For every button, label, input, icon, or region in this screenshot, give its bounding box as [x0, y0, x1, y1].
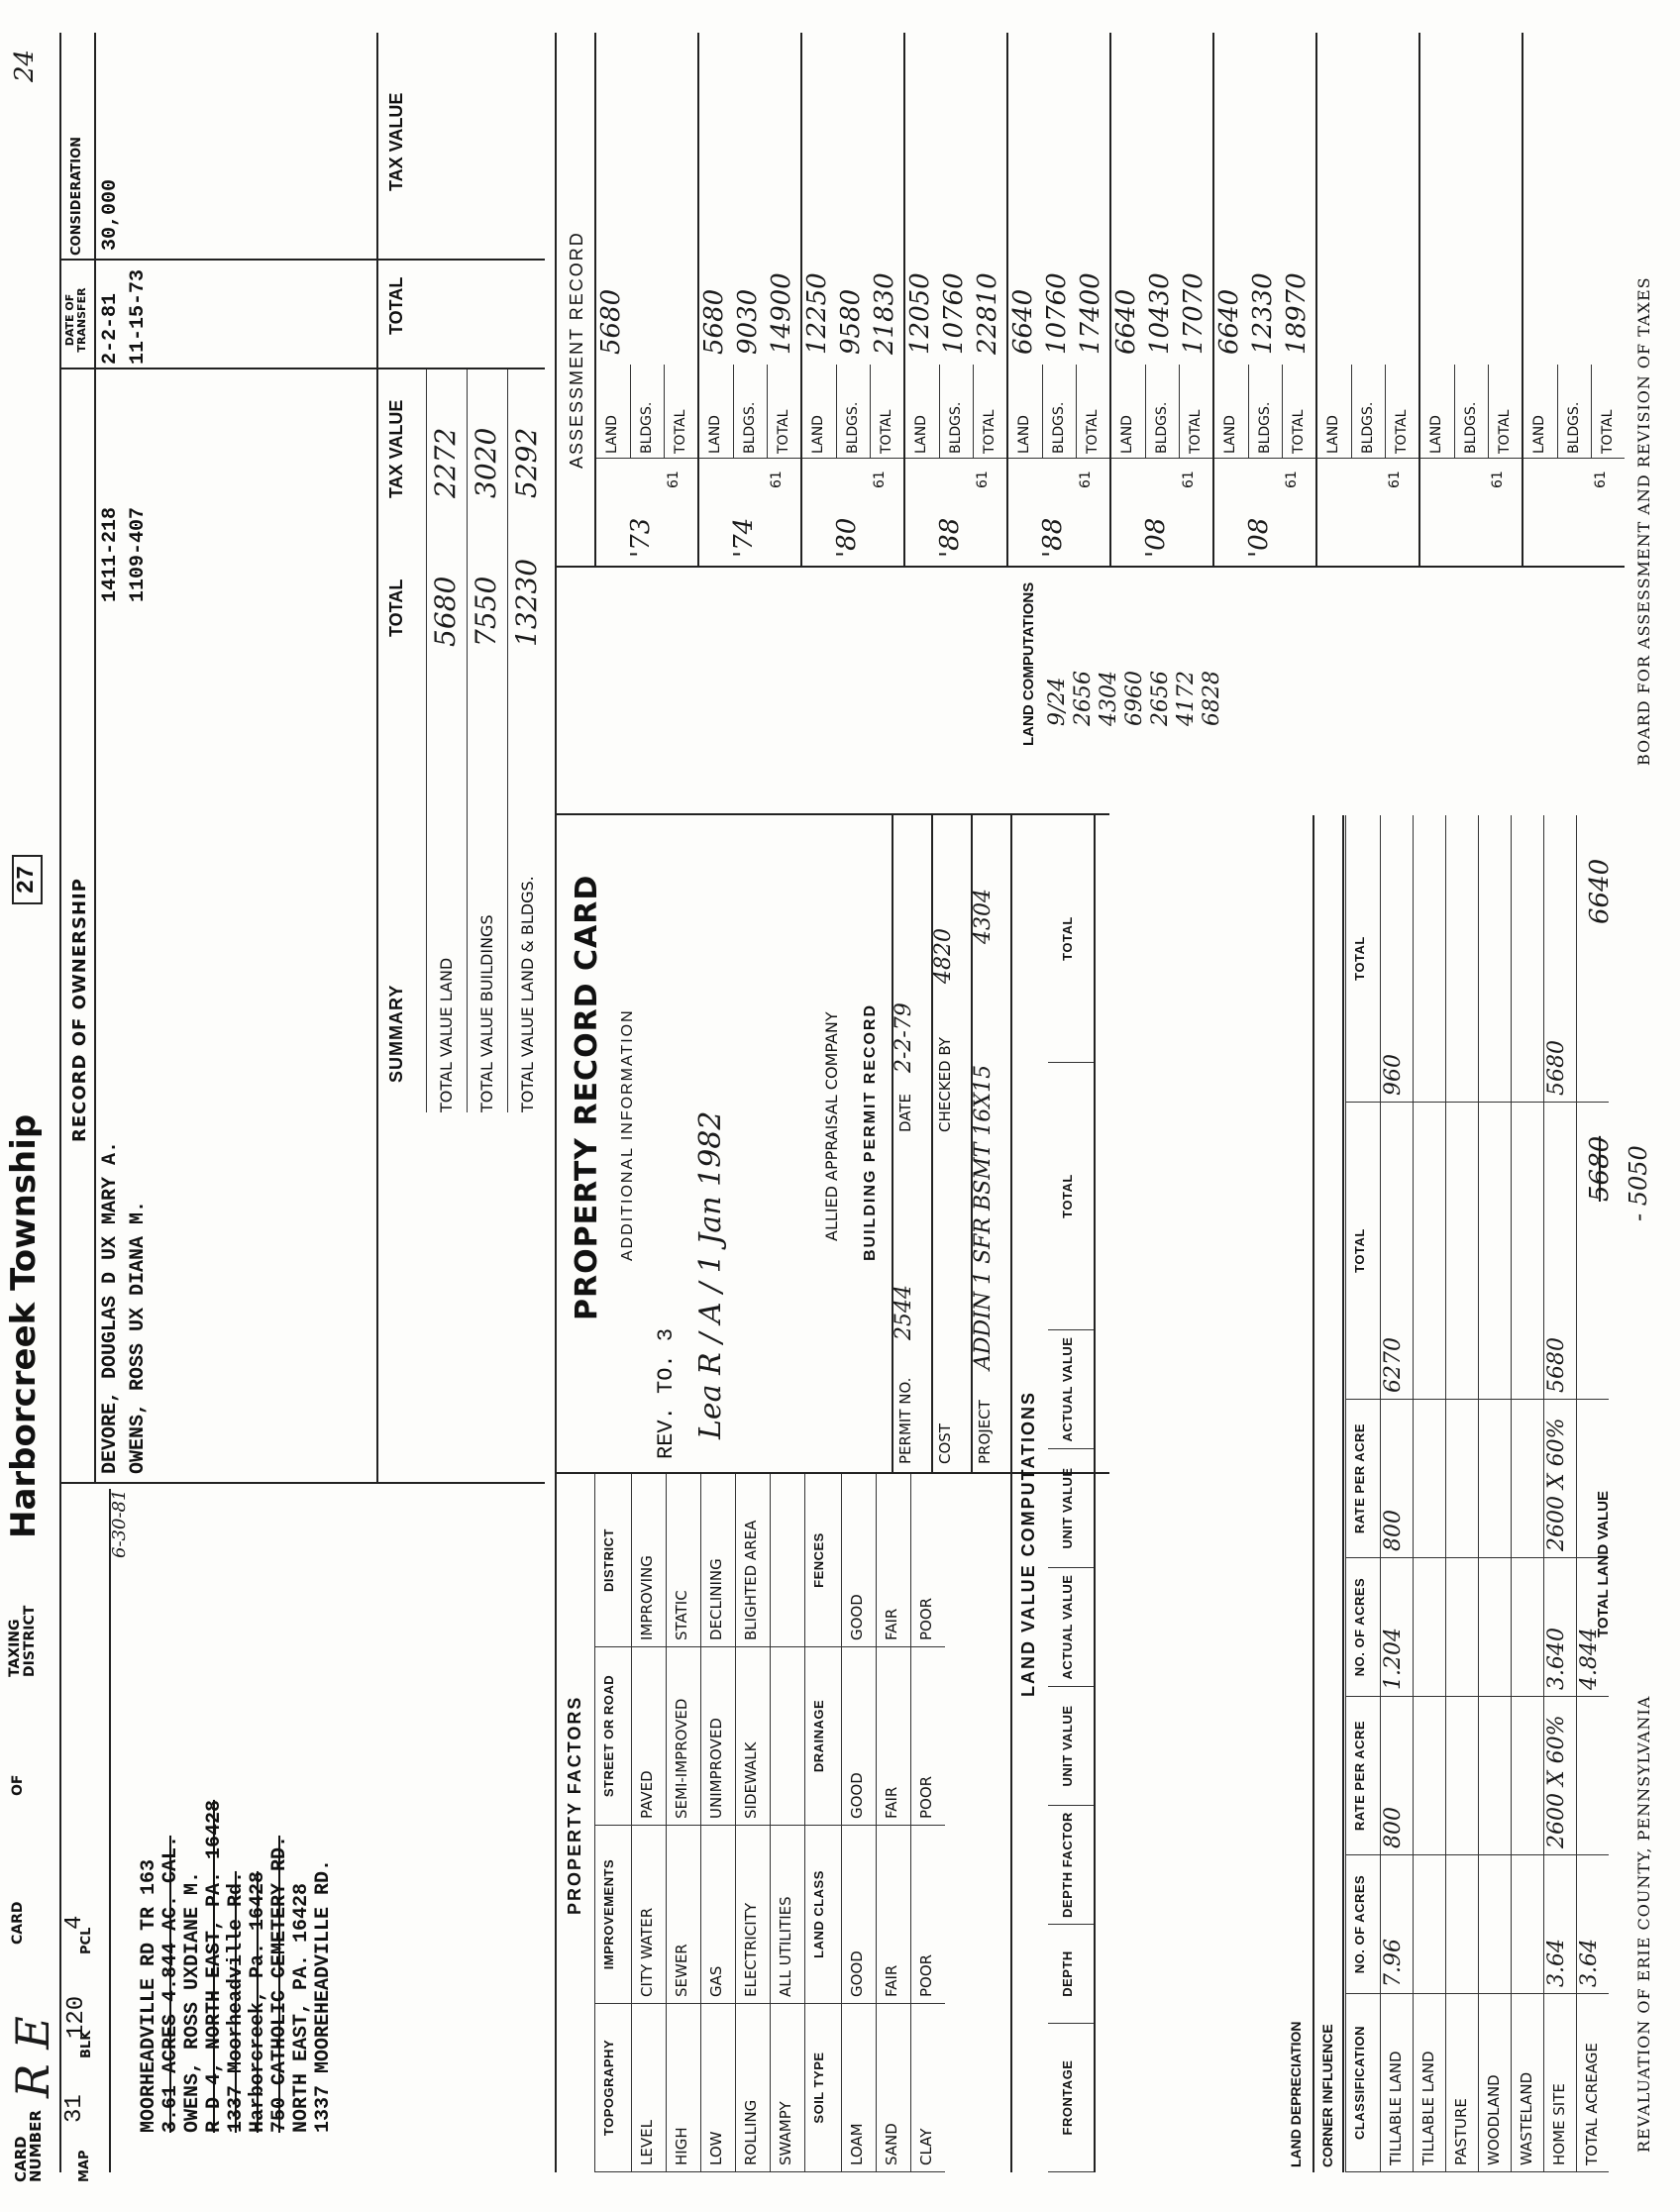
assessment-year-prefix: 61 [1593, 471, 1609, 488]
footer-mid: - 5050 [1625, 1145, 1652, 1221]
class-header: RATE PER ACRE [1346, 1697, 1380, 1855]
class-cell: HOME SITE [1544, 1994, 1576, 2172]
class-row [1413, 815, 1445, 2172]
assessment-value: 12250 [802, 272, 832, 355]
date-of-transfer-label: DATE OF TRANSFER [63, 287, 88, 353]
computation-value: 2656 [1071, 671, 1096, 726]
class-cell [1446, 1697, 1478, 1855]
assessment-label: LAND [1523, 365, 1557, 459]
ownership-title: RECORD OF OWNERSHIP [69, 878, 90, 1142]
deed-ref: 1411-218 [99, 506, 122, 602]
class-cell [1446, 1558, 1478, 1697]
assessment-value: 12330 [1248, 272, 1278, 355]
assessment-group [1006, 33, 1109, 568]
factor-cell: CLAY [911, 2004, 945, 2172]
factor-cell: FAIR [877, 1826, 910, 2004]
summary-total-label: TOTAL [386, 579, 406, 637]
factor-cell: SIDEWALK [736, 1647, 770, 1826]
assessment-value: 21830 [870, 272, 899, 355]
factors-row-2 [910, 1474, 945, 2172]
computation-value: 4304 [1097, 671, 1121, 726]
blk-label: BLK [79, 2030, 94, 2058]
assessment-value: 18970 [1282, 272, 1312, 355]
assessment-value: 22810 [973, 272, 1002, 355]
class-cell: 960 [1381, 815, 1413, 1103]
ownership-row [99, 38, 127, 1474]
address-line: 1337 MOOREHEADVILLE RD. [312, 1858, 335, 2133]
class-cell: 2600 X 60% [1544, 1400, 1576, 1558]
owner-name: OWENS, ROSS UX DIANA M. [127, 1200, 150, 1474]
assessment-label: BLDGS. [1454, 365, 1488, 459]
land-value-col-header: DEPTH FACTOR [1048, 1806, 1094, 1925]
cost-label: COST [936, 1423, 954, 1464]
summary-row-tax: 5292 [510, 427, 543, 498]
land-computations-label: LAND COMPUTATIONS [1020, 581, 1037, 746]
footer-right: BOARD FOR ASSESSMENT AND REVISION OF TAXES [1634, 276, 1653, 766]
factors-header-row-2 [804, 1474, 841, 2172]
class-cell [1446, 1855, 1478, 1994]
land-value-col-header: ACTUAL VALUE [1048, 1568, 1094, 1687]
computation-value: 2656 [1148, 671, 1173, 726]
assessment-label: BLDGS. [1145, 365, 1179, 459]
assessment-value: 9580 [836, 288, 866, 355]
class-cell [1512, 1103, 1543, 1400]
summary-row-tax: 2272 [429, 427, 462, 498]
land-value-col-header: FRONTAGE [1048, 2024, 1094, 2172]
factor-cell: STATIC [667, 1474, 700, 1647]
factor-cell: UNIMPROVED [701, 1647, 735, 1826]
permit-date-label: DATE [896, 1093, 914, 1132]
class-cell [1446, 1400, 1478, 1558]
assessment-label: TOTAL [1076, 365, 1109, 459]
project-amount: 4304 [971, 889, 996, 944]
factor-cell: SAND [877, 2004, 910, 2172]
factor-cell: ELECTRICITY [736, 1826, 770, 2004]
pcl-label: PCL [79, 1927, 94, 1954]
assessment-value: 14900 [767, 272, 796, 355]
factor-cell: LOW [701, 2004, 735, 2172]
factors-row [700, 1474, 735, 2172]
assessment-label: TOTAL [1591, 365, 1625, 459]
factor-header: SOIL TYPE [805, 2004, 841, 2172]
assessment-year-prefix: 61 [666, 471, 682, 488]
assessment-value: 17070 [1179, 272, 1208, 355]
assessment-year: '88 [1038, 517, 1068, 558]
class-cell: WASTELAND [1512, 1994, 1543, 2172]
corner-influence-label: CORNER INFLUENCE [1319, 2024, 1335, 2167]
summary-row-tax: 3020 [470, 427, 502, 498]
factor-cell: PAVED [632, 1647, 666, 1826]
summary-title: SUMMARY [386, 984, 406, 1083]
checked-by-value: 4820 [931, 928, 956, 984]
class-cell [1414, 1855, 1445, 1994]
card-label: CARD [10, 1901, 26, 1945]
assessment-label: TOTAL [1385, 365, 1418, 459]
factor-cell: GAS [701, 1826, 735, 2004]
class-cell: 2600 X 60% [1544, 1697, 1576, 1855]
assessment-label: BLDGS. [733, 365, 767, 459]
factor-header: DISTRICT [595, 1474, 631, 1647]
card-number-marks: R E [6, 2016, 59, 2098]
map-value: 31 [61, 2094, 88, 2123]
permit-no-label: PERMIT NO. [896, 1377, 914, 1464]
summary-row [467, 369, 507, 1112]
factors-row-2 [876, 1474, 910, 2172]
factor-cell: GOOD [842, 1474, 876, 1647]
summary-row-total: 13230 [510, 558, 543, 647]
assessment-label: TOTAL [973, 365, 1006, 459]
assessment-value: 5680 [596, 288, 626, 355]
class-cell: 4.844 [1577, 1558, 1609, 1697]
address-block [139, 1489, 335, 2133]
factor-cell: FAIR [877, 1647, 910, 1826]
assessment-year-prefix: 61 [769, 471, 785, 488]
class-cell [1414, 1558, 1445, 1697]
blk-value: 120 [63, 1995, 90, 2039]
computation-value: 6960 [1122, 671, 1147, 726]
land-value-col-header: ACTUAL VALUE [1048, 1330, 1094, 1449]
taxing-district-label: TAXING DISTRICT [7, 1605, 38, 1677]
assessment-group [594, 33, 697, 568]
class-cell: TILLABLE LAND [1381, 1994, 1413, 2172]
assessment-label: BLDGS. [630, 365, 664, 459]
class-cell: 800 [1381, 1400, 1413, 1558]
total-land-value: 6640 [1585, 858, 1615, 924]
assessment-label: LAND [1111, 365, 1145, 459]
owner-name: DEVORE, DOUGLAS D UX MARY A. [99, 1140, 122, 1474]
factor-cell: ROLLING [736, 2004, 770, 2172]
signature-note: 6-30-81 [109, 1489, 130, 1558]
assessment-year: '08 [1141, 517, 1171, 558]
class-cell [1446, 1103, 1478, 1400]
assessment-label: LAND [596, 365, 630, 459]
address-line: MOORHEADVILLE RD TR 163 [138, 1858, 160, 2133]
assessment-group [1212, 33, 1315, 568]
class-header: TOTAL [1346, 815, 1380, 1103]
class-cell: 5680 [1544, 815, 1576, 1103]
land-value-col-header: TOTAL [1048, 1063, 1094, 1330]
summary-row-label: TOTAL VALUE LAND & BLDGS. [518, 876, 537, 1112]
assessment-year-prefix: 61 [1387, 471, 1403, 488]
class-cell: 3.64 [1577, 1855, 1609, 1994]
assessment-value: 6640 [1214, 288, 1244, 355]
factor-cell [771, 1474, 804, 1647]
factor-cell: SEMI-IMPROVED [667, 1647, 700, 1826]
summary-row [426, 369, 467, 1112]
assessment-label: LAND [905, 365, 939, 459]
transfer-date: 2-2-81 [99, 292, 122, 365]
assessment-value: 5680 [699, 288, 729, 355]
assessment-label: BLDGS. [939, 365, 973, 459]
address-line: 3.61 ACRES 4.844 AC. CAL. [159, 1835, 182, 2133]
factor-cell: SEWER [667, 1826, 700, 2004]
class-cell: 3.640 [1544, 1558, 1576, 1697]
corner-note: 24 [10, 49, 40, 82]
class-row [1380, 815, 1413, 2172]
consideration: 30,000 [99, 178, 122, 251]
assessment-year-prefix: 61 [1284, 471, 1300, 488]
rev-note: REV. TO. 3 [654, 1327, 679, 1459]
assessment-label: LAND [1214, 365, 1248, 459]
class-cell: 7.96 [1381, 1855, 1413, 1994]
summary-tax-label: TAX VALUE [386, 399, 406, 498]
factor-cell: POOR [911, 1647, 945, 1826]
box-number: 27 [12, 855, 43, 904]
class-cell [1414, 1103, 1445, 1400]
class-cell: PASTURE [1446, 1994, 1478, 2172]
class-row [1511, 815, 1543, 2172]
summary-right-total: TOTAL [386, 276, 406, 335]
factor-cell: ALL UTILITIES [771, 1826, 804, 2004]
assessment-label: BLDGS. [1351, 365, 1385, 459]
class-cell: WOODLAND [1479, 1994, 1511, 2172]
factor-cell: LEVEL [632, 2004, 666, 2172]
assessment-label: TOTAL [870, 365, 903, 459]
project-value: ADDIN 1 SFR BSMT 16X15 [971, 1064, 996, 1370]
assessment-group [800, 33, 903, 568]
land-value-col-header: UNIT VALUE [1048, 1449, 1094, 1568]
computation-value: 4172 [1174, 671, 1199, 726]
factor-cell: SWAMPY [771, 2004, 804, 2172]
summary-rows [426, 369, 548, 1112]
class-cell: 1.204 [1381, 1558, 1413, 1697]
address-line: Harborcreek, Pa. 16428 [247, 1870, 269, 2133]
summary-right-tax: TAX VALUE [386, 92, 406, 191]
factors-header-row [594, 1474, 631, 2172]
factors-row [735, 1474, 770, 2172]
factor-header: IMPROVEMENTS [595, 1826, 631, 2004]
factor-cell: POOR [911, 1474, 945, 1647]
factor-cell: POOR [911, 1826, 945, 2004]
land-value-col-header: UNIT VALUE [1048, 1687, 1094, 1806]
class-cell [1479, 815, 1511, 1103]
computation-value: 9/24 [1045, 677, 1070, 726]
land-computations [1045, 607, 1225, 726]
property-factors-title: PROPERTY FACTORS [565, 1695, 584, 1915]
assessment-group [1522, 33, 1625, 568]
property-record-title: PROPERTY RECORD CARD [570, 874, 604, 1320]
class-header: NO. OF ACRES [1346, 1855, 1380, 1994]
land-value-col-header: TOTAL [1048, 815, 1094, 1063]
land-value-header [1048, 815, 1094, 2172]
address-line: OWENS, ROSS UXDIANE M. [181, 1870, 204, 2133]
address-line: 1337 Moorheadville Rd. [225, 1870, 248, 2133]
class-cell [1512, 1558, 1543, 1697]
assessment-value: 9030 [733, 288, 763, 355]
factor-cell: LOAM [842, 2004, 876, 2172]
footer-left: REVALUATION OF ERIE COUNTY, PENNSYLVANIA [1634, 1695, 1653, 2153]
class-cell [1512, 815, 1543, 1103]
classification-table [1345, 815, 1609, 2172]
checked-by-label: CHECKED BY [936, 1037, 954, 1132]
class-header-row [1345, 815, 1380, 2172]
address-line: 750 CATHOLIC CEMETERY RD. [268, 1835, 291, 2133]
factor-cell: HIGH [667, 2004, 700, 2172]
assessment-year: '74 [729, 517, 759, 558]
assessment-year: '08 [1244, 517, 1274, 558]
additional-info-label: ADDITIONAL INFORMATION [619, 1008, 636, 1261]
total-land-value-label: TOTAL LAND VALUE [1595, 1490, 1612, 1637]
assessment-label: TOTAL [1282, 365, 1315, 459]
class-row [1478, 815, 1511, 2172]
factor-header: LAND CLASS [805, 1826, 841, 2004]
factor-cell: GOOD [842, 1647, 876, 1826]
assessment-label: LAND [699, 365, 733, 459]
class-header: TOTAL [1346, 1103, 1380, 1400]
township-title: Harborcreek Township [4, 1113, 44, 1538]
class-cell [1414, 1697, 1445, 1855]
summary-row [507, 369, 548, 1112]
assessment-label: TOTAL [1488, 365, 1522, 459]
class-cell: 6270 [1381, 1103, 1413, 1400]
address-line: NORTH EAST, PA. 16428 [290, 1882, 313, 2133]
class-cell: 800 [1381, 1697, 1413, 1855]
factors-row [666, 1474, 700, 2172]
assessment-label: BLDGS. [1557, 365, 1591, 459]
factors-row [770, 1474, 804, 2172]
assessment-value: 10760 [939, 272, 969, 355]
assessment-label: BLDGS. [1042, 365, 1076, 459]
assessment-year-prefix: 61 [872, 471, 888, 488]
factor-cell [771, 1647, 804, 1826]
factor-cell: GOOD [842, 1826, 876, 2004]
class-cell [1414, 815, 1445, 1103]
assessment-value: 6640 [1008, 288, 1038, 355]
transfer-date: 11-15-73 [127, 268, 150, 365]
assessment-label: TOTAL [1179, 365, 1212, 459]
permit-date: 2-2-79 [892, 1002, 916, 1073]
assessment-table [594, 33, 1625, 568]
permit-no: 2544 [892, 1285, 916, 1340]
assessment-year-prefix: 61 [1078, 471, 1094, 488]
factor-header: DRAINAGE [805, 1647, 841, 1826]
assessment-value: 12050 [905, 272, 935, 355]
class-cell: TOTAL ACREAGE [1577, 1994, 1609, 2172]
assessment-value: 6640 [1111, 288, 1141, 355]
factors-row [631, 1474, 666, 2172]
assessment-title: ASSESSMENT RECORD [567, 231, 586, 469]
assessment-group [1418, 33, 1522, 568]
class-cell [1512, 1697, 1543, 1855]
class-cell [1512, 1400, 1543, 1558]
assessment-label: LAND [1317, 365, 1351, 459]
land-value-col-header: DEPTH [1048, 1925, 1094, 2024]
class-cell [1577, 1697, 1609, 1855]
permit-title: BUILDING PERMIT RECORD [862, 1003, 879, 1261]
company-label: ALLIED APPRAISAL COMPANY [822, 1011, 841, 1241]
assessment-group [903, 33, 1006, 568]
factor-cell: CITY WATER [632, 1826, 666, 2004]
assessment-label: LAND [1008, 365, 1042, 459]
map-label: MAP [77, 2150, 92, 2182]
factor-header: FENCES [805, 1474, 841, 1647]
factor-header: TOPOGRAPHY [595, 2004, 631, 2172]
class-row [1445, 815, 1478, 2172]
assessment-value: 10430 [1145, 272, 1175, 355]
assessment-year-prefix: 61 [1490, 471, 1506, 488]
deed-ref: 1109-407 [127, 506, 150, 602]
land-depreciation-label: LAND DEPRECIATION [1288, 2021, 1304, 2167]
total-land-value-struck: 5680 [1585, 1135, 1615, 1202]
summary-row-label: TOTAL VALUE LAND [437, 957, 456, 1112]
factor-cell: BLIGHTED AREA [736, 1474, 770, 1647]
factors-row-2 [841, 1474, 876, 2172]
class-header: NO. OF ACRES [1346, 1558, 1380, 1697]
handwritten-note: Lea R / A / 1 Jan 1982 [693, 1110, 728, 1439]
assessment-label: LAND [1420, 365, 1454, 459]
class-cell [1479, 1103, 1511, 1400]
summary-row-label: TOTAL VALUE BUILDINGS [477, 914, 496, 1112]
class-cell: 3.64 [1544, 1855, 1576, 1994]
assessment-value: 17400 [1076, 272, 1105, 355]
factor-cell: IMPROVING [632, 1474, 666, 1647]
class-cell [1414, 1400, 1445, 1558]
land-value-title: LAND VALUE COMPUTATIONS [1018, 1391, 1038, 1697]
project-label: PROJECT [976, 1400, 994, 1464]
property-factors-table [594, 1474, 945, 2172]
factor-cell: FAIR [877, 1474, 910, 1647]
class-cell [1479, 1558, 1511, 1697]
ownership-row [127, 38, 155, 1474]
pcl-value: 4 [61, 1915, 88, 1930]
class-cell: 5680 [1544, 1103, 1576, 1400]
assessment-group [1109, 33, 1212, 568]
assessment-year-prefix: 61 [975, 471, 991, 488]
class-cell [1479, 1697, 1511, 1855]
assessment-group [1315, 33, 1418, 568]
computation-value: 6828 [1200, 671, 1224, 726]
assessment-label: BLDGS. [836, 365, 870, 459]
assessment-value: 10760 [1042, 272, 1072, 355]
assessment-year: '88 [935, 517, 965, 558]
class-cell [1479, 1855, 1511, 1994]
card-number-label: CARD NUMBER [12, 2110, 45, 2182]
class-row [1543, 815, 1576, 2172]
consideration-label: CONSIDERATION [69, 136, 84, 256]
assessment-year: '80 [832, 517, 862, 558]
class-header: RATE PER ACRE [1346, 1400, 1380, 1558]
class-cell [1512, 1855, 1543, 1994]
class-cell: TILLABLE LAND [1414, 1994, 1445, 2172]
class-cell [1479, 1400, 1511, 1558]
summary-row-total: 7550 [470, 576, 502, 647]
assessment-group [697, 33, 800, 568]
assessment-year-prefix: 61 [1181, 471, 1197, 488]
assessment-year: '73 [626, 517, 656, 558]
address-line: R D 4, NORTH EAST, PA. 16428 [203, 1799, 226, 2133]
summary-row-total: 5680 [429, 576, 462, 647]
class-header: CLASSIFICATION [1346, 1994, 1380, 2172]
factor-cell: DECLINING [701, 1474, 735, 1647]
assessment-label: TOTAL [767, 365, 800, 459]
assessment-label: LAND [802, 365, 836, 459]
class-cell [1446, 815, 1478, 1103]
assessment-label: BLDGS. [1248, 365, 1282, 459]
of-label: OF [10, 1774, 26, 1796]
factor-header: STREET OR ROAD [595, 1647, 631, 1826]
ownership-rows [99, 38, 155, 1474]
assessment-label: TOTAL [664, 365, 697, 459]
